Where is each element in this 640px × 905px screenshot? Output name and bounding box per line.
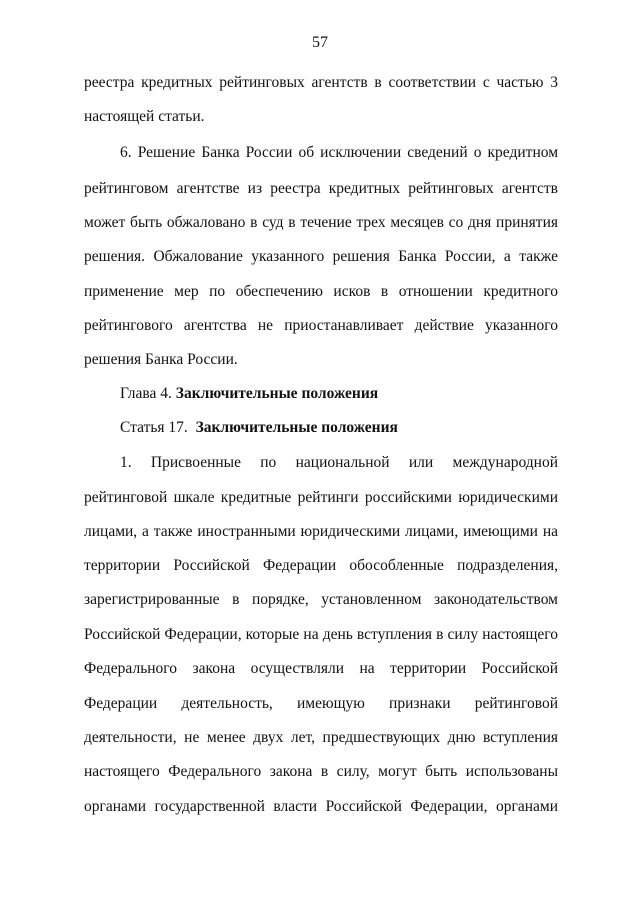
text-line: 1. Присвоенные по национальной или международной [120, 454, 558, 471]
text-line: рейтинговой шкале кредитные рейтинги российскими юридическими [84, 489, 558, 506]
page-number: 57 [312, 34, 328, 51]
article-heading [120, 418, 558, 438]
text-line: территории Российской Федерации обособленные подразделения, [84, 557, 558, 574]
text-line: рейтингового агентства не приостанавливает действие указанного [84, 317, 558, 334]
text-line: 6. Решение Банка России об исключении сведений о кредитном [120, 144, 558, 161]
text-line: Федерации деятельность, имеющую признаки рейтинговой [84, 695, 558, 712]
text-line: лицами, а также иностранными юридическими лицами, имеющими на [84, 523, 558, 540]
text-line: Федерального закона осуществляли на территории Российской [84, 660, 558, 677]
text-line: рейтинговом агентстве из реестра кредитных рейтинговых агентств [84, 180, 558, 197]
text-line: применение мер по обеспечению исков в отношении кредитного [84, 283, 558, 300]
text-line: настоящей статьи. [84, 108, 205, 125]
chapter-prefix: Глава 4. [120, 385, 176, 402]
article-title: Заключительные положения [195, 419, 398, 436]
text-line: зарегистрированные в порядке, установленном законодательством [84, 591, 558, 608]
chapter-title: Заключительные положения [175, 385, 379, 402]
chapter-heading [120, 384, 558, 404]
text-line: органами государственной власти Российской Федерации, органами [84, 798, 558, 815]
text-line: решения. Обжалование указанного решения Банка России, а также [84, 248, 558, 265]
text-line: Российской Федерации, которые на день вступления в силу настоящего [84, 626, 558, 643]
text-line: деятельности, не менее двух лет, предшествующих дню вступления [84, 729, 558, 746]
text-line: решения Банка России. [84, 351, 238, 368]
text-line: реестра кредитных рейтинговых агентств в соответствии с частью 3 [84, 74, 558, 91]
text-line: может быть обжаловано в суд в течение трех месяцев со дня принятия [84, 214, 558, 231]
text-line: настоящего Федерального закона в силу, могут быть использованы [84, 763, 558, 780]
article-prefix: Статья 17. [120, 419, 196, 436]
